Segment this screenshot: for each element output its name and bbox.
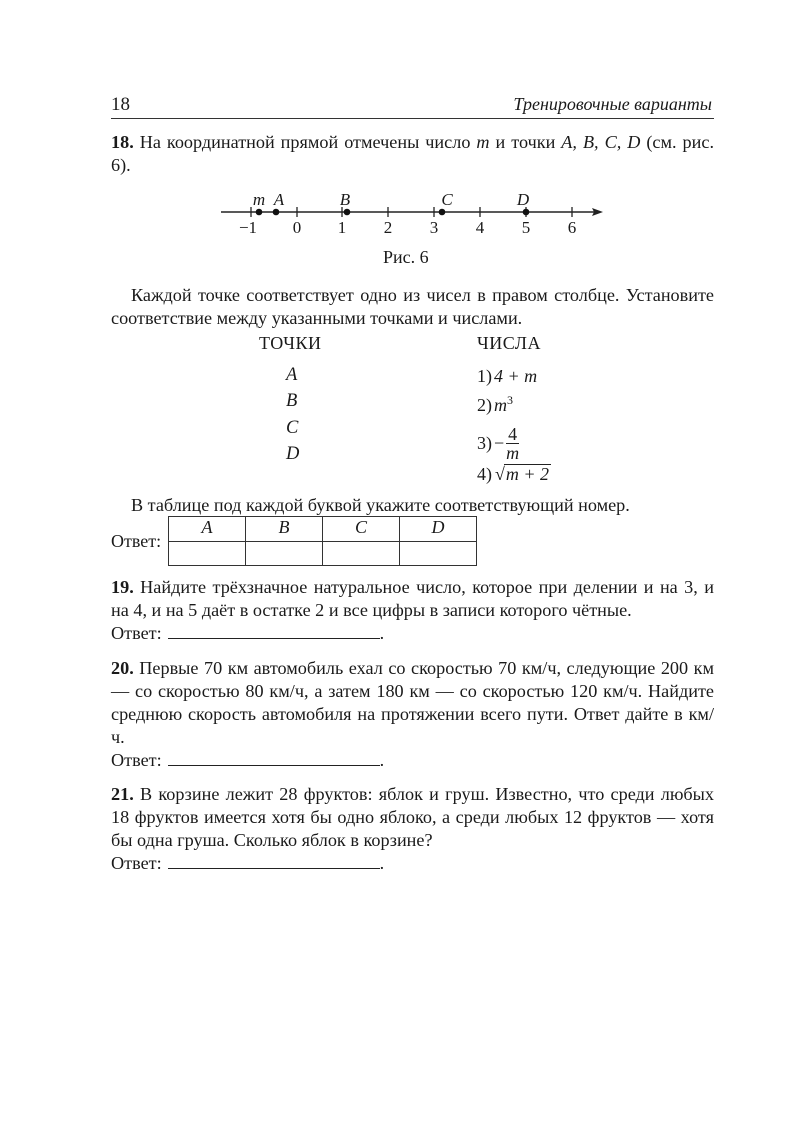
table-instruction: В таблице под каждой буквой укажите соответствующий номер. bbox=[131, 495, 630, 515]
task-number: 21. bbox=[111, 784, 134, 804]
svg-text:A: A bbox=[273, 190, 285, 209]
answer-field[interactable] bbox=[168, 623, 380, 639]
svg-text:5: 5 bbox=[521, 218, 531, 237]
point-labels bbox=[253, 190, 530, 209]
text: и точки bbox=[489, 132, 562, 152]
number-option-4: 4) √m + 2 bbox=[477, 464, 550, 484]
answer-cell-a[interactable] bbox=[169, 542, 246, 566]
var-m: m bbox=[476, 132, 490, 152]
answer-table bbox=[168, 516, 477, 566]
svg-text:3: 3 bbox=[429, 218, 439, 237]
tick-labels bbox=[239, 218, 576, 237]
numbers-header: ЧИСЛА bbox=[477, 333, 541, 353]
task-18-instruction: Каждой точке соответствует одно из чисел в правом столбце. Установите соответствие между указанными точками и числами. bbox=[111, 285, 714, 328]
page-number: 18 bbox=[111, 94, 130, 115]
answer-label: Ответ: bbox=[111, 750, 162, 770]
answer-header-d: D bbox=[400, 517, 477, 542]
figure-caption: Рис. 6 bbox=[383, 247, 429, 267]
svg-text:B: B bbox=[339, 190, 351, 209]
text: На координатной прямой отмечены число bbox=[133, 132, 477, 152]
point-b: B bbox=[286, 391, 298, 411]
answer-label: Ответ: bbox=[111, 623, 162, 643]
points-header: ТОЧКИ bbox=[259, 333, 322, 353]
task-21: 21. В корзине лежит 28 фруктов: яблок и груш. Известно, что среди любых 18 фруктов имеется хотя бы одно яблоко, а среди любых 12 фруктов — хотя бы одна груша. Сколько яблок в корзине? Ответ: . bbox=[111, 784, 714, 873]
points-list: A, B, C, D bbox=[561, 132, 641, 152]
task-19: 19. Найдите трёхзначное натуральное число, которое при делении и на 3, и на 4, и на 5 даёт в остатке 2 и все цифры в записи которого чётные. Ответ: . bbox=[111, 577, 714, 643]
running-head bbox=[111, 94, 714, 119]
answer-cell-b[interactable] bbox=[246, 542, 323, 566]
task-text: В корзине лежит 28 фруктов: яблок и груш. Известно, что среди любых 18 фруктов имеется хотя бы одно яблоко, а среди любых 12 фруктов — хотя бы одна груша. Сколько яблок в корзине? bbox=[111, 784, 714, 850]
svg-text:D: D bbox=[516, 190, 530, 209]
svg-text:−1: −1 bbox=[238, 218, 258, 237]
svg-text:4: 4 bbox=[475, 218, 485, 237]
task-18-statement bbox=[111, 131, 714, 177]
task-20: 20. Первые 70 км автомобиль ехал со скоростью 70 км/ч, следующие 200 км — со скоростью 80 км/ч, а затем 180 км — со скоростью 120 км/ч. Найдите среднюю скорость автомобиля на протяжении всего пути. Ответ дайте в км/ч. Ответ: . bbox=[111, 658, 714, 770]
answer-header-a: A bbox=[169, 517, 246, 542]
point-d: D bbox=[286, 444, 300, 464]
svg-text:6: 6 bbox=[567, 218, 577, 237]
answer-field[interactable] bbox=[168, 853, 380, 869]
text: (см. рис. 6). bbox=[111, 132, 714, 175]
answer-cell-c[interactable] bbox=[323, 542, 400, 566]
task-text: Первые 70 км автомобиль ехал со скоростью 70 км/ч, следующие 200 км — со скоростью 80 км/ч, а затем 180 км — со скоростью 120 км/ч. Найдите среднюю скорость автомобиля на протяжении всего пути. Ответ дайте в км/ч. bbox=[111, 658, 714, 747]
task-text: Найдите трёхзначное натуральное число, которое при делении и на 3, и на 4, и на 5 даёт в остатке 2 и все цифры в записи которого чётные. bbox=[111, 577, 714, 620]
task-number: 18. bbox=[111, 132, 134, 152]
point-c: C bbox=[286, 418, 299, 438]
number-option-3: 3) − $\frac{4}{m}$ bbox=[477, 424, 520, 463]
answer-label: Ответ: bbox=[111, 531, 162, 551]
answer-label: Ответ: bbox=[111, 853, 162, 873]
task-number: 20. bbox=[111, 658, 134, 678]
svg-text:C: C bbox=[441, 190, 453, 209]
number-option-2: 2) $m^3$ bbox=[477, 393, 513, 415]
svg-text:0: 0 bbox=[292, 218, 302, 237]
svg-text:1: 1 bbox=[337, 218, 347, 237]
number-option-1: 1) 4 + m bbox=[477, 366, 538, 386]
running-title: Тренировочные варианты bbox=[513, 94, 712, 114]
svg-text:2: 2 bbox=[383, 218, 393, 237]
answer-cell-d[interactable] bbox=[400, 542, 477, 566]
task-number: 19. bbox=[111, 577, 134, 597]
answer-header-c: C bbox=[323, 517, 400, 542]
point-a: A bbox=[286, 365, 298, 385]
answer-header-b: B bbox=[246, 517, 323, 542]
answer-field[interactable] bbox=[168, 750, 380, 766]
number-line-figure bbox=[111, 185, 714, 245]
svg-text:m: m bbox=[252, 190, 266, 209]
